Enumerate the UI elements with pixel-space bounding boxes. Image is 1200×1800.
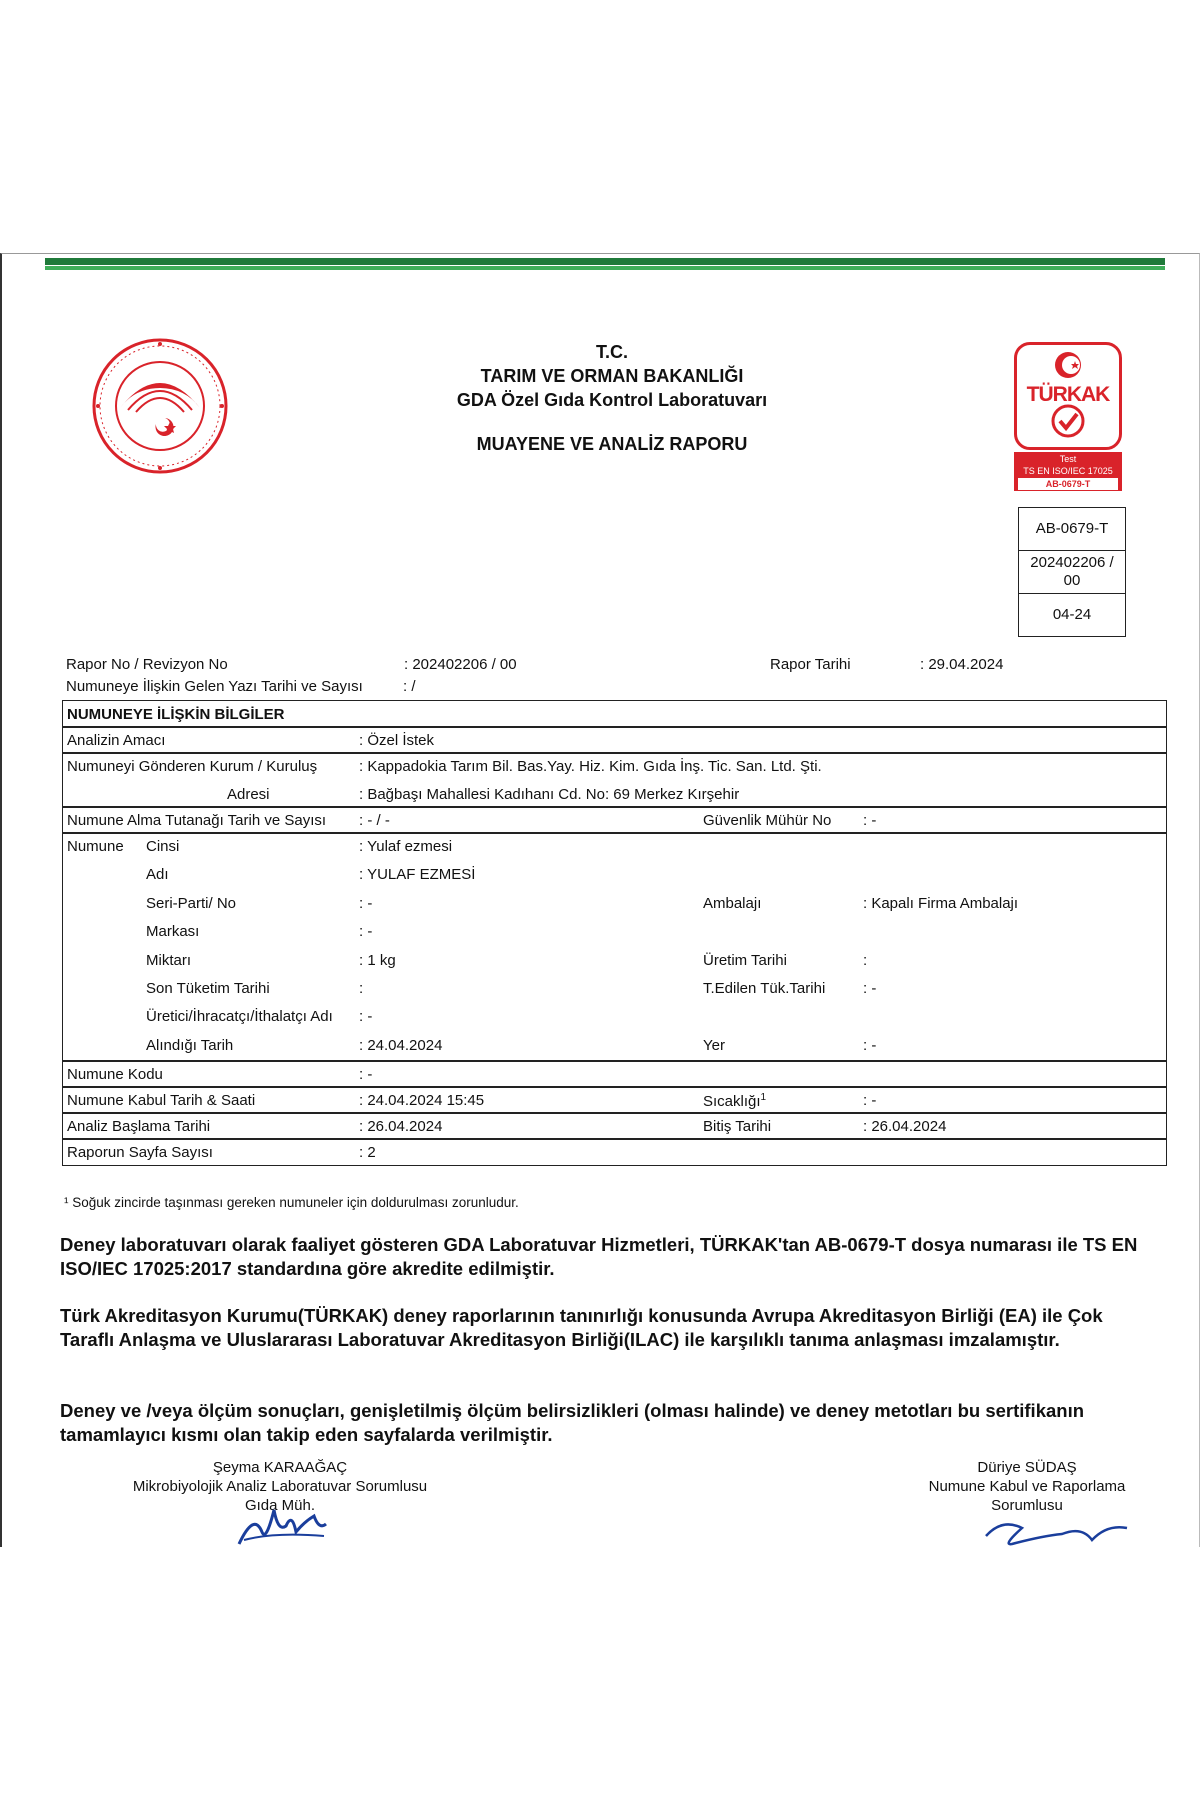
accreditation-no: AB-0679-T xyxy=(1035,520,1109,537)
table-row xyxy=(62,1086,1167,1114)
left-signatory-subtitle: Gıda Müh. xyxy=(244,1497,316,1514)
package-value: : Kapalı Firma Ambalajı xyxy=(863,895,1019,912)
temperature-footnote-mark: 1 xyxy=(760,1092,767,1103)
report-no-label: Rapor No / Revizyon No xyxy=(66,656,228,673)
recommended-value: : - xyxy=(863,980,877,997)
start-label: Analiz Başlama Tarihi xyxy=(67,1118,211,1135)
results-paragraph: Deney ve /veya ölçüm sonuçları, genişletilmiş ölçüm belirsizlikleri (olması halinde) ve deney metotları bu sertifikanın tamamlayıcı kısmı olan takip eden sayfalarda verilmiştir. xyxy=(60,1400,1085,1445)
code-label: Numune Kodu xyxy=(67,1066,163,1083)
expiry-value: : xyxy=(359,980,364,997)
letter-label: Numuneye İlişkin Gelen Yazı Tarihi ve Sayısı xyxy=(66,678,363,695)
purpose-label: Analizin Amacı xyxy=(67,732,166,749)
temperature-label-text: Sıcaklığı xyxy=(703,1093,761,1110)
sampling-label: Numune Alma Tutanağı Tarih ve Sayısı xyxy=(67,812,327,829)
sampling-value: : - / - xyxy=(359,812,390,829)
left-signatory-title: Mikrobiyolojik Analiz Laboratuvar Sorumlusu xyxy=(132,1478,428,1495)
address-value: : Bağbaşı Mahallesi Kadıhanı Cd. No: 69 Merkez Kırşehir xyxy=(359,786,740,803)
turkak-standard: TS EN ISO/IEC 17025 xyxy=(1023,466,1113,476)
report-no-line1: 202402206 / xyxy=(1030,554,1114,571)
acceptance-label: Numune Kabul Tarih & Saati xyxy=(67,1092,256,1109)
start-value: : 26.04.2024 xyxy=(359,1118,443,1135)
received-label: Alındığı Tarih xyxy=(146,1037,234,1054)
report-title: MUAYENE VE ANALİZ RAPORU xyxy=(476,434,748,454)
name-label: Adı xyxy=(146,866,169,883)
left-signature-icon xyxy=(234,1502,334,1547)
report-no-box xyxy=(1018,550,1126,594)
batch-label: Seri-Parti/ No xyxy=(146,895,237,912)
brand-label: Markası xyxy=(146,923,200,940)
report-no-line2: 00 xyxy=(1063,572,1081,589)
right-signatory xyxy=(902,1458,1152,1515)
sample-details-block xyxy=(62,832,1167,1062)
sender-label: Numuneyi Gönderen Kurum / Kuruluş xyxy=(67,758,318,775)
turkak-brand: TÜRKAK xyxy=(1026,383,1110,406)
sender-value: : Kappadokia Tarım Bil. Bas.Yay. Hiz. Kim. Gıda İnş. Tic. San. Ltd. Şti. xyxy=(359,758,822,775)
recognition-paragraph: Türk Akreditasyon Kurumu(TÜRKAK) deney raporlarının tanınırlığı konusunda Avrupa Akreditasyon Birliği (EA) ile Çok Taraflı Anlaşma ve Uluslararası Laboratuvar Akreditasyon Birliği(ILAC) ile karşılıklı tanıma anlaşması imzalamıştır. xyxy=(60,1305,1103,1350)
amount-label: Miktarı xyxy=(146,952,191,969)
report-date-value: : 29.04.2024 xyxy=(920,656,1004,673)
purpose-value: : Özel İstek xyxy=(359,732,435,749)
table-row xyxy=(62,806,1167,834)
temperature-label xyxy=(703,1092,766,1110)
address-label: Adresi xyxy=(227,786,270,803)
right-signatory-name: Düriye SÜDAŞ xyxy=(977,1459,1077,1476)
laboratory-name: GDA Özel Gıda Kontrol Laboratuvarı xyxy=(456,390,768,410)
table-row xyxy=(62,1138,1167,1166)
table-row xyxy=(62,1112,1167,1140)
brand-value: : - xyxy=(359,923,373,940)
section-title: NUMUNEYE İLİŞKİN BİLGİLER xyxy=(67,706,285,723)
code-value: : - xyxy=(359,1066,373,1083)
report-date-label: Rapor Tarihi xyxy=(770,656,851,673)
temperature-value: : - xyxy=(863,1092,877,1109)
type-label: Cinsi xyxy=(146,838,180,855)
acceptance-value: : 24.04.2024 15:45 xyxy=(359,1092,485,1109)
header-band-light xyxy=(45,266,1165,270)
end-label: Bitiş Tarihi xyxy=(703,1118,772,1135)
ministry-emblem-icon xyxy=(90,336,230,481)
recommended-label: T.Edilen Tük.Tarihi xyxy=(703,980,826,997)
right-signature-icon xyxy=(982,1516,1132,1547)
turkak-logo xyxy=(1014,342,1122,491)
turkak-code: AB-0679-T xyxy=(1018,478,1118,490)
letter-value: : / xyxy=(403,678,416,695)
expiry-label: Son Tüketim Tarihi xyxy=(146,980,270,997)
production-label: Üretim Tarihi xyxy=(703,952,787,969)
table-row xyxy=(62,1060,1167,1088)
accreditation-paragraph: Deney laboratuvarı olarak faaliyet gösteren GDA Laboratuvar Hizmetleri, TÜRKAK'tan AB-0679-T dosya numarası ile TS EN ISO/IEC 17025:2017 standardına göre akredite edilmiştir. xyxy=(60,1234,1138,1279)
report-page xyxy=(0,253,1200,1547)
footnote: ¹ Soğuk zincirde taşınması gereken numuneler için doldurulması zorunludur. xyxy=(64,1195,519,1210)
batch-value: : - xyxy=(359,895,373,912)
header-band-dark xyxy=(45,258,1165,265)
sample-label: Numune xyxy=(67,838,124,855)
place-value: : - xyxy=(863,1037,877,1054)
package-label: Ambalajı xyxy=(703,895,762,912)
date-code: 04-24 xyxy=(1052,606,1092,623)
end-value: : 26.04.2024 xyxy=(863,1118,947,1135)
amount-value: : 1 kg xyxy=(359,952,396,969)
turkak-test-label: Test xyxy=(1059,454,1077,464)
producer-value: : - xyxy=(359,1008,373,1025)
name-value: : YULAF EZMESİ xyxy=(359,866,476,883)
producer-label: Üretici/İhracatçı/İthalatçı Adı xyxy=(146,1008,333,1025)
right-signatory-title-2: Sorumlusu xyxy=(991,1497,1063,1514)
received-value: : 24.04.2024 xyxy=(359,1037,443,1054)
place-label: Yer xyxy=(703,1037,725,1054)
seal-label: Güvenlik Mühür No xyxy=(703,812,832,829)
report-no-value: : 202402206 / 00 xyxy=(404,656,517,673)
production-value: : xyxy=(863,952,868,969)
header-tc: T.C. xyxy=(595,342,628,362)
pages-value: : 2 xyxy=(359,1144,376,1161)
ministry-name: TARIM VE ORMAN BAKANLIĞI xyxy=(480,366,744,386)
table-title-row xyxy=(62,700,1167,728)
table-row xyxy=(62,726,1167,754)
type-value: : Yulaf ezmesi xyxy=(359,838,453,855)
seal-value: : - xyxy=(863,812,877,829)
table-row xyxy=(62,752,1167,808)
date-code-box xyxy=(1018,593,1126,637)
pages-label: Raporun Sayfa Sayısı xyxy=(67,1144,213,1161)
accreditation-no-box xyxy=(1018,507,1126,551)
left-signatory-name: Şeyma KARAAĞAÇ xyxy=(212,1459,348,1476)
right-signatory-title-1: Numune Kabul ve Raporlama xyxy=(928,1478,1126,1495)
